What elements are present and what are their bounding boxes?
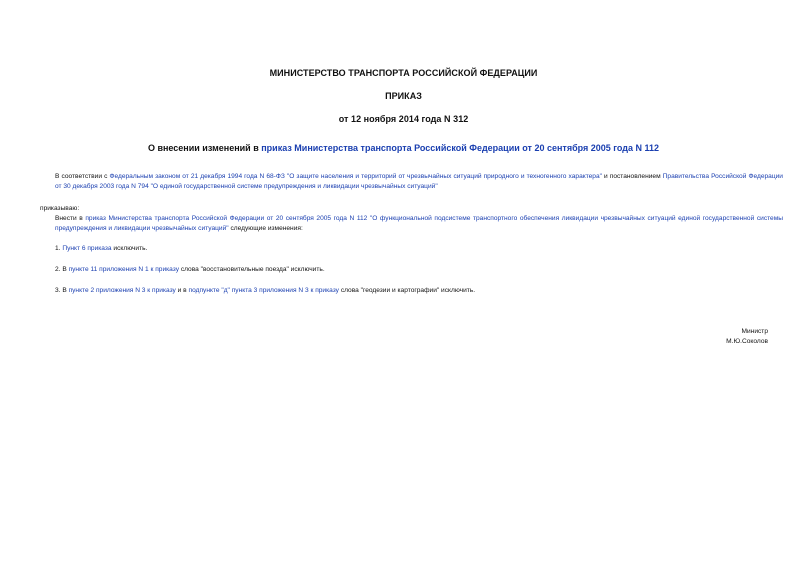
signature-name: М.Ю.Соколов [726, 338, 768, 345]
federal-law-link[interactable]: Федеральным законом от 21 декабря 1994 года N 68-ФЗ "О защите населения и территорий от чрезвычайных ситуаций природного и техногенного характера" [109, 173, 602, 180]
preamble-text-2: и постановлением [601, 173, 663, 180]
item-2-link[interactable]: пункте 11 приложения N 1 к приказу [68, 266, 179, 273]
list-item-2 [55, 265, 325, 275]
preamble-paragraph [40, 172, 783, 192]
list-item-number: 1. [55, 245, 63, 252]
main-text-1: Внести в [55, 215, 86, 222]
list-item-number: 2. В [55, 266, 69, 273]
title-link[interactable]: приказ Министерства транспорта Российской Федерации от 20 сентября 2005 года N 112 [261, 143, 660, 153]
date-number-heading: от 12 ноября 2014 года N 312 [338, 114, 469, 124]
ministry-heading: МИНИСТЕРСТВО ТРАНСПОРТА РОССИЙСКОЙ ФЕДЕРАЦИИ [269, 68, 538, 78]
order-word: приказываю: [40, 205, 80, 212]
list-item-text: слова "геодезии и картографии" исключить. [338, 287, 476, 294]
order-112-link[interactable]: приказ Министерства транспорта Российской Федерации от 20 сентября 2005 года N 112 "О функциональной подсистеме транспортного обеспечения ликвидации чрезвычайных ситуаций единой государственной системы предупреждения и ликвидации чрезвычайных ситуаций" [55, 215, 783, 232]
list-item-text: слова "восстановительные поезда" исключить. [179, 266, 325, 273]
doc-type-heading: ПРИКАЗ [385, 91, 422, 101]
item-3-link[interactable]: пункте 2 приложения N 3 к приказу [68, 287, 176, 294]
list-item-text: и в [175, 287, 189, 294]
signature-position: Министр [741, 328, 768, 335]
list-item-number: 3. В [55, 287, 69, 294]
item-1-link[interactable]: Пункт 6 приказа [62, 245, 112, 252]
document-title [40, 143, 767, 153]
item-3-link-2[interactable]: подпункте "д" пункта 3 приложения N 3 к приказу [188, 287, 339, 294]
list-item-3 [55, 286, 475, 296]
main-text-2: следующие изменения: [228, 225, 303, 232]
government-decree-link[interactable]: Правительства Российской Федерации от 30 декабря 2003 года N 794 "О единой государственной системе предупреждения и ликвидации чрезвычайных ситуаций" [55, 173, 783, 190]
list-item-text: исключить. [111, 245, 148, 252]
list-item-1 [55, 244, 147, 254]
preamble-text-1: В соответствии с [55, 173, 110, 180]
title-prefix: О внесении изменений в [147, 143, 262, 153]
main-paragraph [40, 214, 783, 234]
